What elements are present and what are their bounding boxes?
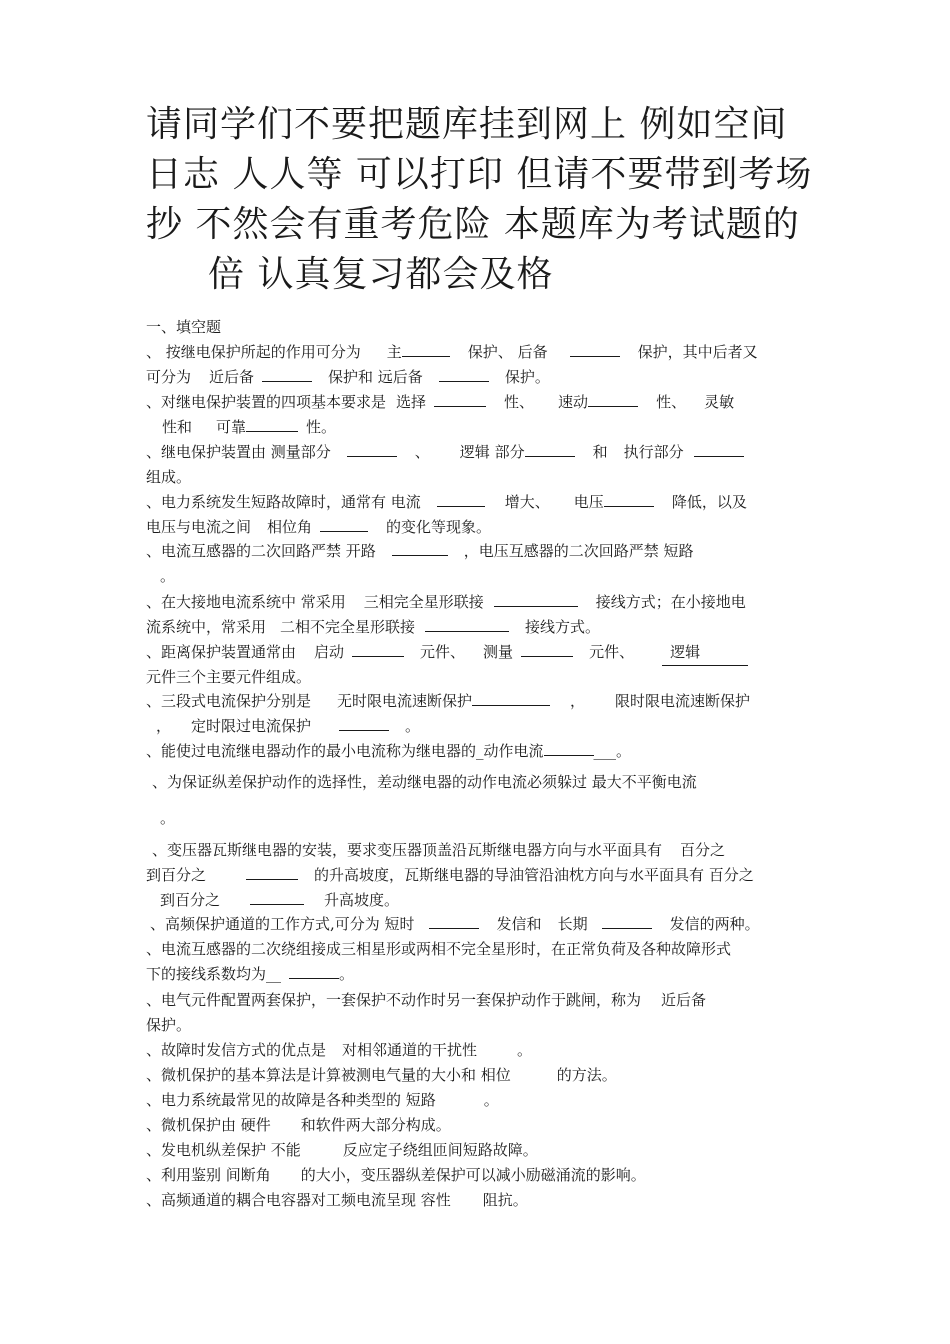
q11-blank [250, 890, 304, 905]
q5-text: 。 [160, 567, 176, 585]
question-19 [146, 1138, 810, 1163]
q2-text: 性、 [504, 393, 535, 411]
q6-blank [425, 617, 509, 632]
q6-text: 流系统中，常采用 [146, 618, 267, 636]
question-5 [146, 539, 810, 589]
question-16 [146, 1063, 810, 1088]
q17-text: 。 [483, 1091, 499, 1109]
question-9 [146, 739, 810, 764]
q18-text: 、微机保护由 硬件 [146, 1116, 271, 1134]
q16-text: 的方法。 [556, 1066, 617, 1084]
q13-blank [289, 964, 339, 979]
q2-text: 、对继电保护装置的四项基本要求是 [146, 393, 387, 411]
q7-answer-measure: 测量 [483, 643, 514, 661]
question-21 [146, 1188, 810, 1213]
q11-blank [246, 865, 298, 880]
q10-text: 、为保证纵差保护动作的选择性，差动继电器的动作电流必须躲过 最大不平衡电流 [152, 773, 697, 791]
q1-answer-far: 保护和 远后备 [328, 368, 423, 386]
q12-answer-long: 长期 [557, 915, 588, 933]
q1-text: 保护、 后备 [467, 343, 548, 361]
q15-text: 、故障时发信方式的优点是 [146, 1041, 327, 1059]
q4-blank [604, 492, 654, 507]
q1-text: 保护。 [504, 368, 550, 386]
section-heading: 一、填空题 [146, 318, 222, 336]
q12-text: 发信的两种。 [669, 915, 760, 933]
q1-blank [439, 367, 489, 382]
q7-answer-logic: 逻辑 [670, 643, 701, 661]
q13-text: 。 [339, 965, 355, 983]
q6-text: 接线方式；在小接地电 [595, 593, 746, 611]
q3-answer-execution: 执行部分 [623, 443, 684, 461]
q9-blank [544, 741, 594, 756]
q7-answer-start: 启动 [314, 643, 345, 661]
q8-blank [472, 691, 550, 706]
q18-text: 和软件两大部分构成。 [300, 1116, 451, 1134]
q11-text: 到百分之 [160, 891, 221, 909]
q4-text: 降低，以及 [671, 493, 747, 511]
q3-blank [347, 442, 397, 457]
q1-text: 可分为 [146, 368, 192, 386]
question-7 [146, 640, 810, 690]
q8-answer-definite: 定时限过电流保护 [191, 717, 312, 735]
question-8 [146, 689, 810, 739]
q11-text: 的升高坡度，瓦斯继电器的导油管沿油枕方向与水平面具有 百分之 [314, 866, 754, 884]
title-line-1: 请同学们不要把题库挂到网上 例如空间 [146, 104, 788, 145]
q5-blank [392, 541, 448, 556]
q19-text: 反应定子绕组匝间短路故障。 [342, 1141, 538, 1159]
q6-text: 、在大接地电流系统中 常采用 [146, 593, 346, 611]
question-14 [146, 988, 810, 1038]
q8-text: 。 [405, 717, 421, 735]
question-20 [146, 1163, 810, 1188]
q16-text: 、微机保护的基本算法是计算被测电气量的大小和 相位 [146, 1066, 511, 1084]
q3-text: 和 [592, 443, 608, 461]
q5-text: ，电压互感器的二次回路严禁 短路 [463, 542, 694, 560]
q8-text: 、三段式电流保护分别是 [146, 692, 312, 710]
q4-blank [320, 517, 368, 532]
question-12 [146, 912, 810, 937]
q2-text: 性、 [656, 393, 687, 411]
q4-text: 的变化等现象。 [386, 518, 492, 536]
q2-blank [246, 417, 298, 432]
title-line-3: 抄 不然会有重考危险 本题库为考试题的 [146, 204, 800, 245]
q7-text: 、距离保护装置通常由 [146, 643, 297, 661]
q2-answer-sensitivity: 灵敏 [704, 393, 735, 411]
question-11 [146, 838, 810, 913]
q8-text: ， [570, 692, 586, 710]
q11-text: 百分之 [680, 841, 726, 859]
question-10 [146, 770, 810, 831]
q1-answer-near: 近后备 [209, 368, 255, 386]
q11-text: 升高坡度。 [324, 891, 400, 909]
q15-text: 。 [517, 1041, 533, 1059]
q11-text: 、变压器瓦斯继电器的安装，要求变压器顶盖沿瓦斯继电器方向与水平面具有 [152, 841, 663, 859]
q3-text: 、继电保护装置由 测量部分 [146, 443, 331, 461]
q11-text: 到百分之 [146, 866, 207, 884]
q20-text: 的大小，变压器纵差保护可以减小励磁涌流的影响。 [300, 1166, 646, 1184]
q3-text: 组成。 [146, 468, 192, 486]
q13-text: 下的接线系数均为__ [146, 965, 282, 983]
question-1 [146, 340, 810, 390]
q6-answer-partial-star: 二相不完全星形联接 [280, 618, 416, 636]
q8-answer-instant: 无时限电流速断保护 [337, 692, 473, 710]
q3-blank [525, 442, 575, 457]
q8-answer-limited: 限时限电流速断保护 [615, 692, 751, 710]
q1-blank [262, 367, 312, 382]
question-13 [146, 937, 810, 987]
question-17 [146, 1088, 810, 1113]
q2-answer-speed: 速动 [558, 393, 589, 411]
notice-title [146, 100, 826, 300]
q14-text: 、电气元件配置两套保护，一套保护不动作时另一套保护动作于跳闸，称为 [146, 991, 642, 1009]
question-3 [146, 440, 810, 490]
q4-text: 电压与电流之间 [146, 518, 252, 536]
q12-text: 发信和 [496, 915, 542, 933]
q2-blank [434, 392, 486, 407]
q14-answer: 近后备 [661, 991, 707, 1009]
q1-text: 保护，其中后者又 [637, 343, 758, 361]
q7-text: 元件、 [589, 643, 635, 661]
q7-blank [352, 642, 404, 657]
q9-text: ___。 [593, 742, 632, 760]
q9-text: 、能使过电流继电器动作的最小电流称为继电器的_动作电流 [146, 742, 544, 760]
q2-answer-reliability: 可靠 [216, 418, 247, 436]
q4-answer-phase-angle: 相位角 [267, 518, 313, 536]
q1-blank [402, 342, 450, 357]
q4-answer-voltage: 电压 [573, 493, 604, 511]
q14-text: 保护。 [146, 1016, 192, 1034]
q13-text: 、电流互感器的二次绕组接成三相星形或两相不完全星形时，在正常负荷及各种故障形式 [146, 940, 732, 958]
question-6 [146, 590, 810, 640]
q3-answer-logic: 逻辑 部分 [459, 443, 525, 461]
q7-blank [521, 642, 573, 657]
question-15 [146, 1038, 810, 1063]
q19-text: 、发电机纵差保护 不能 [146, 1141, 301, 1159]
question-18 [146, 1113, 810, 1138]
q2-text: 性。 [306, 418, 337, 436]
q1-answer-main: 主 [386, 343, 402, 361]
q12-text: 、高频保护通道的工作方式,可分为 短时 [150, 915, 415, 933]
question-2 [146, 390, 810, 440]
q6-answer-full-star: 三相完全星形联接 [363, 593, 484, 611]
q5-text: 、电流互感器的二次回路严禁 开路 [146, 542, 376, 560]
q8-blank [339, 716, 389, 731]
q4-text: 增大、 [504, 493, 550, 511]
q7-text: 元件、 [420, 643, 466, 661]
q8-text: ， [156, 717, 172, 735]
q10-text: 。 [160, 809, 176, 827]
q2-text: 性和 [162, 418, 193, 436]
q12-blank [429, 914, 479, 929]
q1-text: 、 按继电保护所起的作用可分为 [146, 343, 361, 361]
q6-blank [494, 592, 578, 607]
q17-text: 、电力系统最常见的故障是各种类型的 短路 [146, 1091, 436, 1109]
q15-answer: 对相邻通道的干扰性 [342, 1041, 478, 1059]
q21-text: 阻抗。 [482, 1191, 528, 1209]
title-line-4: 倍 认真复习都会及格 [208, 254, 554, 295]
q6-text: 接线方式。 [525, 618, 601, 636]
q4-blank [437, 492, 485, 507]
q21-text: 、高频通道的耦合电容器对工频电流呈现 容性 [146, 1191, 451, 1209]
q3-blank [694, 442, 744, 457]
q4-text: 、电力系统发生短路故障时，通常有 电流 [146, 493, 421, 511]
title-line-2: 日志 人人等 可以打印 但请不要带到考场 [146, 154, 813, 195]
q2-answer-selectivity: 选择 [396, 393, 427, 411]
q3-text: 、 [414, 443, 430, 461]
q1-blank [570, 342, 620, 357]
q12-blank [602, 914, 652, 929]
q2-blank [588, 392, 638, 407]
q20-text: 、利用鉴别 间断角 [146, 1166, 271, 1184]
q7-text: 元件三个主要元件组成。 [146, 668, 312, 686]
question-4 [146, 490, 810, 540]
